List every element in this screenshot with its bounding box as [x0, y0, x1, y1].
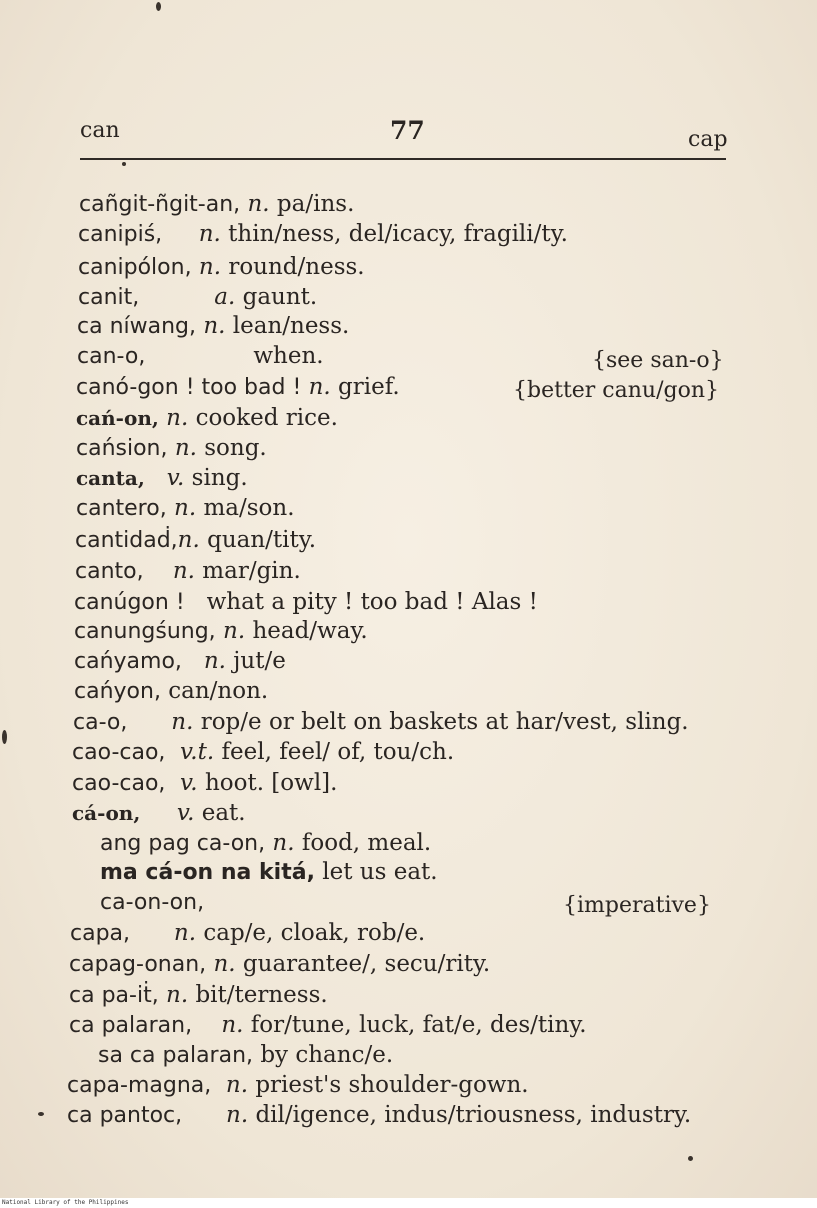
cross-reference-note: {see san-o}	[592, 348, 724, 373]
dictionary-subentry: ca-on-on,	[100, 890, 205, 915]
paper-speck	[38, 1112, 44, 1116]
dictionary-subentry: ang pag ca-on, n. food, meal.	[100, 830, 432, 856]
footer-credit-bar	[0, 1198, 817, 1208]
dictionary-entry: canúgon ! what a pity ! too bad ! Alas !	[74, 589, 538, 615]
dictionary-entry: capa, n. cap/e, cloak, rob/e.	[70, 920, 426, 946]
dictionary-entry: canta, v. sing.	[76, 465, 248, 491]
dictionary-entry: cao-cao, v. hoot. [owl].	[72, 770, 338, 796]
dictionary-entry: capag-onan, n. guarantee/, secu/rity.	[69, 951, 491, 977]
page-number: 77	[390, 116, 425, 145]
dictionary-entry: cañgit-ñgit-an, n. pa/ins.	[79, 191, 355, 217]
running-head-left: can	[80, 118, 120, 143]
paper-speck	[2, 730, 7, 744]
dictionary-entry: canipólon, n. round/ness.	[78, 254, 365, 280]
dictionary-entry: ca-o, n. rop/e or belt on baskets at har/vest, sling.	[73, 709, 689, 735]
dictionary-entry: cantidaḋ,n. quan/tity.	[75, 527, 317, 553]
dictionary-subentry: ma cá-on na kitá, let us eat.	[100, 859, 438, 885]
dictionary-entry: cańyamo, n. jut/e	[74, 648, 286, 674]
dictionary-entry: cao-cao, v.t. feel, feel/ of, tou/ch.	[72, 739, 455, 765]
paper-speck	[688, 1156, 693, 1161]
dictionary-entry: ca níwang, n. lean/ness.	[77, 313, 350, 339]
dictionary-entry: ca palaran, n. for/tune, luck, fat/e, des/tiny.	[69, 1012, 587, 1038]
header-rule	[80, 158, 726, 160]
footer-credit: National Library of the Philippines	[2, 1199, 129, 1206]
paper-speck	[156, 2, 161, 11]
dictionary-entry: canó-gon ! too bad ! n. grief.	[76, 374, 400, 400]
running-head-right: cap	[688, 127, 728, 152]
dictionary-entry: canipiś, n. thin/ness, del/icacy, fragili/ty.	[78, 221, 568, 247]
cross-reference-note: {better canu/gon}	[513, 378, 719, 403]
paper-speck	[122, 162, 126, 166]
dictionary-entry: canungśung, n. head/way.	[74, 618, 368, 644]
dictionary-entry: cańyon, can/non.	[74, 678, 269, 704]
grammar-note: {imperative}	[563, 893, 711, 918]
dictionary-subentry: sa ca palaran, by chanc/e.	[98, 1042, 394, 1068]
dictionary-entry: cá-on, v. eat.	[72, 800, 246, 826]
dictionary-entry: canto, n. mar/gin.	[75, 558, 301, 584]
dictionary-entry: capa-magna, n. priest's shoulder-gown.	[67, 1072, 529, 1098]
dictionary-entry: cań-on, n. cooked rice.	[76, 405, 338, 431]
dictionary-entry: canit, a. gaunt.	[78, 284, 318, 310]
dictionary-entry: can-o, when.	[77, 343, 324, 369]
dictionary-entry: ca pa-iṫ, n. bit/terness.	[69, 982, 328, 1008]
dictionary-entry: ca pantoc, n. dil/igence, indus/triousness, industry.	[67, 1102, 692, 1128]
dictionary-entry: cantero, n. ma/son.	[76, 495, 295, 521]
dictionary-entry: cańsion, n. song.	[76, 435, 267, 461]
